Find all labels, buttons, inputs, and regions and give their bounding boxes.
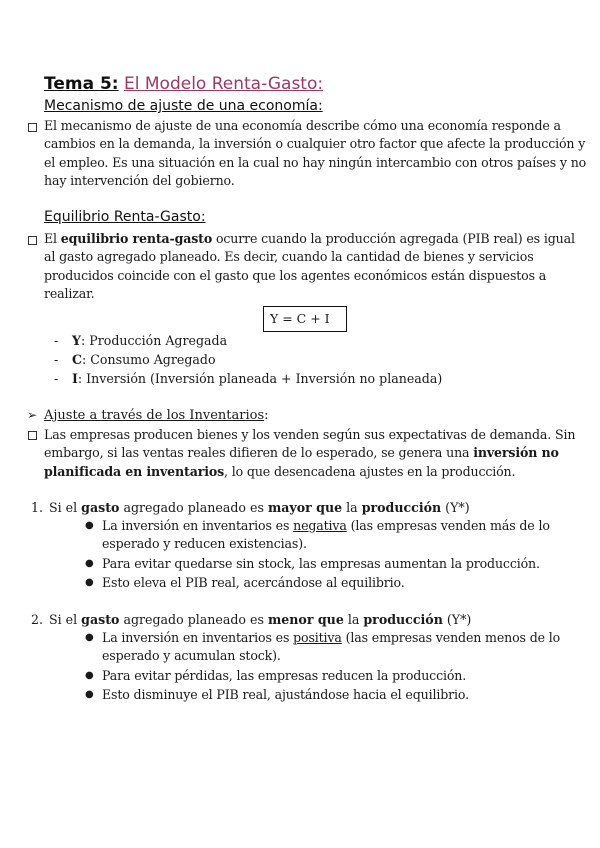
definition-text: : Consumo Agregado [82, 352, 216, 367]
mechanism-paragraph [44, 117, 587, 190]
case-2-bullet [85, 629, 561, 666]
case-2-bullet [85, 686, 469, 704]
definition-symbol: C [72, 352, 83, 367]
inventory-paragraph [44, 426, 584, 481]
paragraph-line [44, 444, 584, 462]
text-run: : [264, 408, 269, 423]
topic-title: El Modelo Renta-Gasto: [124, 74, 324, 94]
definition-item: - Y: Producción Agregada [54, 333, 228, 348]
bullet-line [102, 517, 550, 535]
bold-term: menor que [267, 612, 344, 627]
case-1-bullet [85, 555, 540, 573]
checkbox-bullet-icon [28, 123, 37, 132]
bold-term: mayor que [267, 500, 343, 515]
text-run: La inversión en inventarios es [102, 518, 294, 533]
case-1-bullet [85, 574, 405, 592]
bold-term: planificada en inventarios [44, 463, 225, 479]
checkbox-bullet-icon [28, 431, 37, 440]
text-run: , lo que desencadena ajustes en la producción. [224, 463, 516, 479]
section-heading-mechanism: Mecanismo de ajuste de una economía: [44, 98, 323, 114]
bold-term: producción [363, 612, 443, 627]
text-run: (las empresas venden más de lo [346, 518, 550, 533]
list-number: 2. [31, 612, 44, 627]
definition-symbol: I [72, 371, 78, 386]
definition-text: : Producción Agregada [81, 333, 228, 348]
text-run: ocurre cuando la producción agregada (PIB real) es igual [212, 231, 575, 246]
bullet-line: esperado y reducen existencias). [102, 536, 307, 552]
equilibrium-paragraph [44, 230, 584, 303]
bullet-line: Esto disminuye el PIB real, ajustándose hacia el equilibrio. [102, 687, 469, 702]
page-title [44, 72, 323, 96]
text-run: agregado planeado es [119, 612, 268, 627]
checkbox-bullet-icon [28, 236, 37, 245]
bold-term: inversión no [473, 445, 559, 461]
case-1-item [31, 499, 470, 517]
paragraph-line: Las empresas producen bienes y los venden según sus expectativas de demanda. Sin [44, 427, 576, 442]
underlined-term: positiva [293, 630, 342, 645]
bullet-line: esperado y acumulan stock). [102, 648, 281, 664]
definition-symbol: Y [72, 333, 81, 348]
bullet-dot-icon: ● [85, 689, 94, 700]
paragraph-line: hay intervención del gobierno. [44, 172, 235, 188]
bullet-dot-icon: ● [85, 632, 94, 643]
definition-item: - I: Inversión (Inversión planeada + Inversión no planeada) [54, 371, 443, 386]
paragraph-line: al gasto agregado planeado. Es decir, cuando la cantidad de bienes y servicios [44, 249, 534, 265]
text-run: (Y*) [441, 500, 470, 515]
paragraph-line: el empleo. Es una situación en la cual no hay ningún intercambio con otros países y no [44, 154, 587, 170]
definition-text: : Inversión (Inversión planeada + Inversión no planeada) [77, 371, 443, 386]
text-run: la [343, 612, 364, 627]
case-1-bullet [85, 517, 550, 554]
list-number: 1. [31, 500, 44, 515]
bullet-line: Para evitar quedarse sin stock, las empresas aumentan la producción. [102, 556, 540, 571]
equation-box: Y = C + I [263, 306, 347, 332]
paragraph-line [44, 230, 584, 248]
case-2-bullet [85, 667, 467, 685]
bold-term: gasto [81, 612, 120, 627]
paragraph-line [44, 463, 584, 481]
bullet-dot-icon: ● [85, 577, 94, 588]
section-heading-equilibrium: Equilibrio Renta-Gasto: [44, 209, 206, 225]
text-run: La inversión en inventarios es [102, 630, 294, 645]
text-run: agregado planeado es [119, 500, 268, 515]
bullet-line: Para evitar pérdidas, las empresas reducen la producción. [102, 668, 467, 683]
bullet-dot-icon: ● [85, 558, 94, 569]
text-run: (las empresas venden menos de lo [341, 630, 561, 645]
text-run: Si el [49, 500, 82, 515]
text-run: embargo, si las ventas reales difieren de lo esperado, se genera una [44, 445, 474, 461]
text-run: la [342, 500, 362, 515]
underlined-term: negativa [293, 518, 347, 533]
paragraph-line: cambios en la demanda, la inversión o cualquier otro factor que afecte la producción y [44, 136, 586, 152]
paragraph-line: producidos coincide con el gasto que los agentes económicos están dispuestos a [44, 267, 547, 283]
bold-term: producción [361, 500, 442, 515]
bold-term: gasto [81, 500, 120, 515]
definition-item: - C: Consumo Agregado [54, 352, 216, 367]
bold-term: equilibrio renta-gasto [60, 231, 213, 246]
bullet-dot-icon: ● [85, 670, 94, 681]
paragraph-line: realizar. [44, 285, 95, 301]
text-run: (Y*) [442, 612, 472, 627]
bullet-line [102, 629, 560, 647]
case-2-item [31, 611, 471, 629]
arrow-bullet-icon: ➢ [27, 408, 38, 422]
text-run: El [44, 231, 61, 246]
bullet-line: Esto eleva el PIB real, acercándose al equilibrio. [102, 575, 405, 590]
subheading-text: Ajuste a través de los Inventarios [44, 408, 265, 423]
topic-number: Tema 5: [44, 74, 119, 94]
text-run: Si el [49, 612, 82, 627]
bullet-dot-icon: ● [85, 520, 94, 531]
inventory-adjustment-heading [27, 406, 269, 425]
paragraph-line: El mecanismo de ajuste de una economía describe cómo una economía responde a [44, 118, 561, 133]
